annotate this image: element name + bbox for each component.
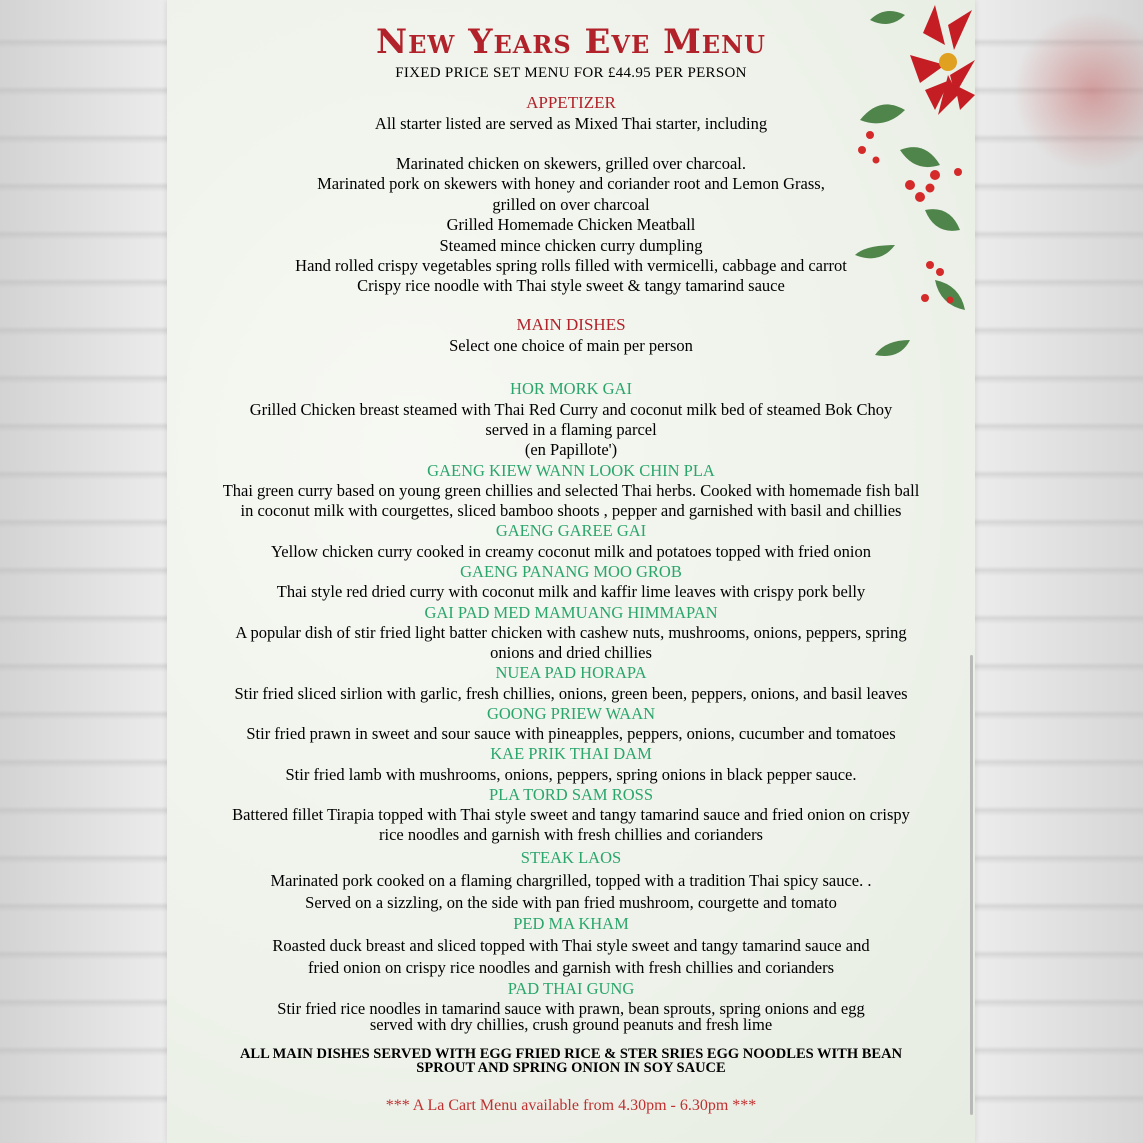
dish-name: GAENG GAREE GAI: [495, 521, 647, 540]
appetizer-item: Grilled Homemade Chicken Meatball: [446, 215, 696, 234]
appetizer-item: grilled on over charcoal: [492, 195, 650, 214]
dish-name: HOR MORK GAI: [510, 379, 632, 398]
appetizer-item: Marinated chicken on skewers, grilled over charcoal.: [395, 154, 747, 173]
accompaniment-note: SPROUT AND SPRING ONION IN SOY SAUCE: [416, 1060, 726, 1076]
appetizer-item: Crispy rice noodle with Thai style sweet & tangy tamarind sauce: [357, 276, 785, 295]
dish-description: fried onion on crispy rice noodles and garnish with fresh chillies and corianders: [307, 958, 835, 977]
dish-name: PLA TORD SAM ROSS: [489, 785, 653, 804]
dish-description: served in a flaming parcel: [485, 420, 657, 439]
dish-name: NUEA PAD HORAPA: [495, 663, 647, 682]
main-dishes-intro: Select one choice of main per person: [449, 336, 693, 355]
dish-name: GAI PAD MED MAMUANG HIMMAPAN: [424, 603, 718, 622]
accompaniment-note: ALL MAIN DISHES SERVED WITH EGG FRIED RICE & STER SRIES EGG NOODLES WITH BEAN: [239, 1046, 903, 1062]
dish-description: Stir fried prawn in sweet and sour sauce with pineapples, peppers, onions, cucumber and tomatoes: [246, 724, 896, 743]
dish-name: GAENG PANANG MOO GROB: [460, 562, 682, 581]
appetizer-item: Marinated pork on skewers with honey and coriander root and Lemon Grass,: [317, 174, 825, 193]
dish-description: (en Papillote'): [524, 440, 618, 459]
dish-name: KAE PRIK THAI DAM: [490, 744, 652, 763]
dish-description: Yellow chicken curry cooked in creamy coconut milk and potatoes topped with fried onion: [271, 542, 871, 561]
dish-description: Stir fried rice noodles in tamarind sauce with prawn, bean sprouts, spring onions and egg: [277, 999, 865, 1018]
dish-name: STEAK LAOS: [520, 848, 622, 867]
dish-description: in coconut milk with courgettes, sliced bamboo shoots , pepper and garnished with basil and chillies: [240, 501, 902, 520]
dish-description: served with dry chillies, crush ground peanuts and fresh lime: [369, 1015, 773, 1034]
dish-description: Stir fried sliced sirlion with garlic, fresh chillies, onions, green been, peppers, onions, and basil leaves: [234, 684, 908, 703]
dish-name: GOONG PRIEW WAAN: [486, 704, 656, 723]
menu-title: New Years Eve Menu: [376, 22, 766, 62]
appetizer-intro: All starter listed are served as Mixed Thai starter, including: [374, 114, 768, 133]
dish-description: Thai style red dried curry with coconut milk and kaffir lime leaves with crispy pork belly: [276, 582, 866, 601]
appetizer-item: Hand rolled crispy vegetables spring rolls filled with vermicelli, cabbage and carrot: [295, 256, 847, 275]
dish-description: Grilled Chicken breast steamed with Thai Red Curry and coconut milk bed of steamed Bok Choy: [249, 400, 893, 419]
scrollbar[interactable]: [970, 655, 973, 1115]
dish-description: onions and dried chillies: [490, 643, 652, 662]
dish-description: A popular dish of stir fried light batter chicken with cashew nuts, mushrooms, onions, peppers, spring: [235, 623, 907, 642]
menu-card: [167, 0, 975, 1143]
dish-name: GAENG KIEW WANN LOOK CHIN PLA: [427, 461, 715, 480]
dish-description: Marinated pork cooked on a flaming chargrilled, topped with a tradition Thai spicy sauce. .: [270, 871, 872, 890]
menu-subtitle: FIXED PRICE SET MENU FOR £44.95 PER PERSON: [395, 65, 747, 81]
main-dishes-heading: MAIN DISHES: [516, 315, 626, 334]
dish-name: PAD THAI GUNG: [507, 979, 635, 998]
dish-description: rice noodles and garnish with fresh chillies and corianders: [379, 825, 763, 844]
dish-description: Stir fried lamb with mushrooms, onions, peppers, spring onions in black pepper sauce.: [285, 765, 857, 784]
dish-description: Battered fillet Tirapia topped with Thai style sweet and tangy tamarind sauce and fried onion on crispy: [232, 805, 910, 824]
appetizer-heading: APPETIZER: [526, 93, 616, 112]
dish-name: PED MA KHAM: [513, 914, 629, 933]
dish-description: Served on a sizzling, on the side with pan fried mushroom, courgette and tomato: [305, 893, 837, 912]
appetizer-item: Steamed mince chicken curry dumpling: [439, 236, 703, 255]
blurred-background-left: [0, 0, 167, 1143]
blurred-background-right: [975, 0, 1143, 1143]
dish-description: Roasted duck breast and sliced topped with Thai style sweet and tangy tamarind sauce and: [272, 936, 870, 955]
dish-description: Thai green curry based on young green chillies and selected Thai herbs. Cooked with homemade fish ball: [222, 481, 920, 500]
a-la-carte-note: *** A La Cart Menu available from 4.30pm - 6.30pm ***: [385, 1097, 757, 1114]
